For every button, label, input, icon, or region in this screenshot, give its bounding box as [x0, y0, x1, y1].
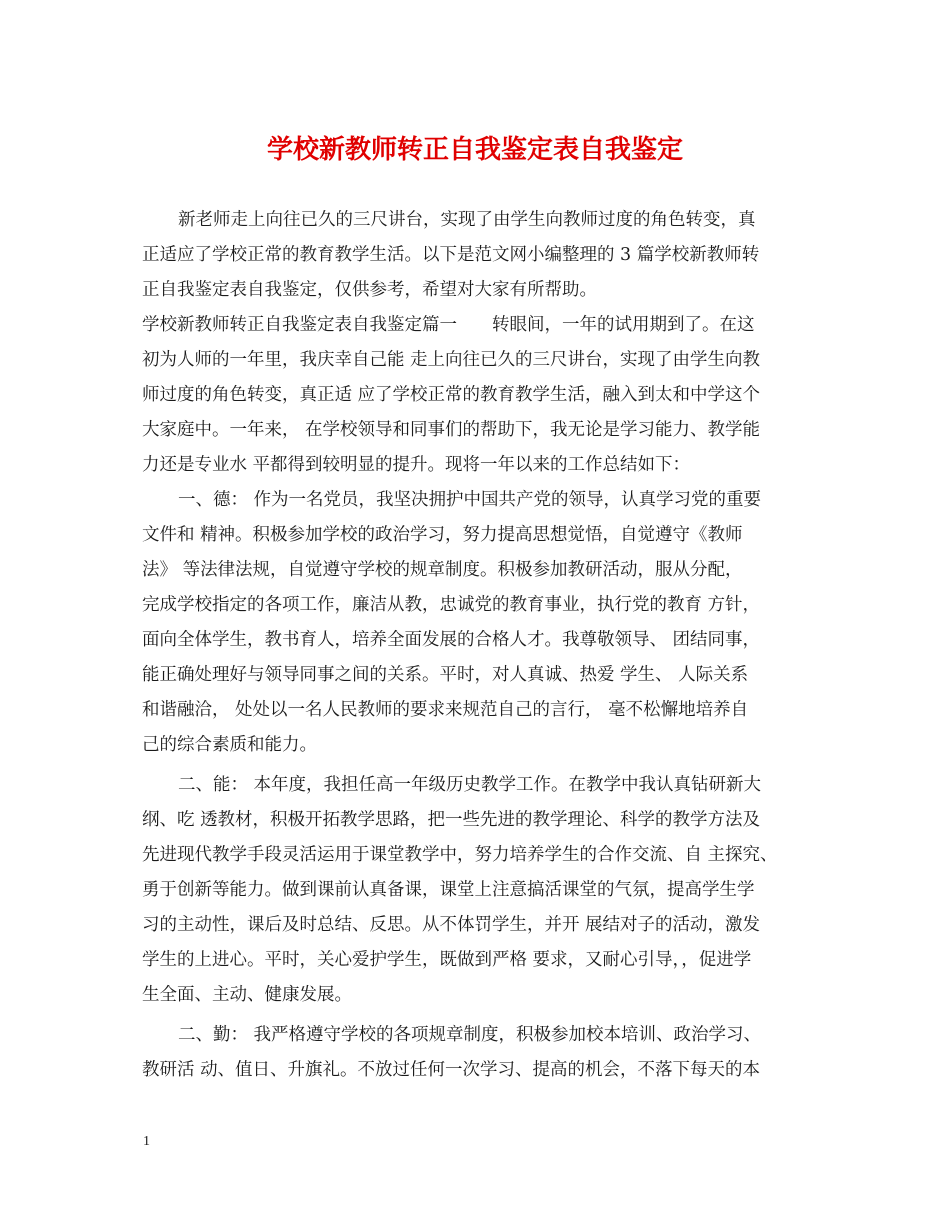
body-line: 力还是专业水 平都得到较明显的提升。现将一年以来的工作总结如下： [142, 455, 691, 475]
body-line: 能正确处理好与领导同事之间的关系。平时，对人真诚、热爱 学生、 人际关系 [142, 665, 749, 685]
body-line: 先进现代教学手段灵活运用于课堂教学中，努力培养学生的合作交流、自 主探究、 [142, 845, 778, 865]
body-line: 大家庭中。一年来， 在学校领导和同事们的帮助下，我无论是学习能力、教学能 [142, 420, 761, 440]
body-line: 纲、吃 透教材，积极开拓教学思路，把一些先进的教学理论、科学的教学方法及 [142, 810, 761, 830]
body-line: 二、能： 本年度，我担任高一年级历史教学工作。在教学中我认真钻研新大 [178, 775, 762, 795]
body-line: 师过度的角色转变，真正适 应了学校正常的教育教学生活，融入到太和中学这个 [142, 385, 761, 405]
body-line: 习的主动性，课后及时总结、反思。从不体罚学生，并开 展结对子的活动，激发 [142, 915, 761, 935]
body-line: 勇于创新等能力。做到课前认真备课，课堂上注意搞活课堂的气氛，提高学生学 [142, 880, 755, 900]
body-line: 正适应了学校正常的教育教学生活。以下是范文网小编整理的 3 篇学校新教师转 [142, 245, 760, 265]
body-line: 己的综合素质和能力。 [142, 735, 317, 755]
document-title: 学校新教师转正自我鉴定表自我鉴定 [266, 135, 683, 165]
body-line: 完成学校指定的各项工作，廉洁从教，忠诚党的教育事业，执行党的教育 方针， [142, 595, 761, 615]
body-line: 面向全体学生，教书育人，培养全面发展的合格人才。我尊敬领导、 团结同事， [142, 630, 761, 650]
page-number: 1 [143, 1134, 150, 1149]
body-line: 教研活 动、值日、升旗礼。不放过任何一次学习、提高的机会，不落下每天的本 [142, 1060, 761, 1080]
body-line: 法》 等法律法规，自觉遵守学校的规章制度。积极参加教研活动，服从分配， [142, 560, 743, 580]
body-line: 生全面、主动、健康发展。 [142, 985, 352, 1005]
body-line: 文件和 精神。积极参加学校的政治学习，努力提高思想觉悟，自觉遵守《教师 [142, 525, 743, 545]
body-line: 和谐融洽， 处处以一名人民教师的要求来规范自己的言行， 毫不松懈地培养自 [142, 700, 749, 720]
body-line: 学校新教师转正自我鉴定表自我鉴定篇一 转眼间，一年的试用期到了。在这 [142, 315, 755, 335]
body-line: 一、德： 作为一名党员，我坚决拥护中国共产党的领导，认真学习党的重要 [178, 490, 762, 510]
body-line: 学生的上进心。平时，关心爱护学生，既做到严格 要求，又耐心引导，，促进学 [142, 950, 752, 970]
body-line: 初为人师的一年里，我庆幸自己能 走上向往已久的三尺讲台，实现了由学生向教 [142, 350, 761, 370]
body-line: 正自我鉴定表自我鉴定，仅供参考，希望对大家有所帮助。 [142, 280, 597, 300]
body-line: 二、勤： 我严格遵守学校的各项规章制度，积极参加校本培训、政治学习、 [178, 1025, 762, 1045]
body-line: 新老师走上向往已久的三尺讲台，实现了由学生向教师过度的角色转变，真 [178, 210, 756, 230]
